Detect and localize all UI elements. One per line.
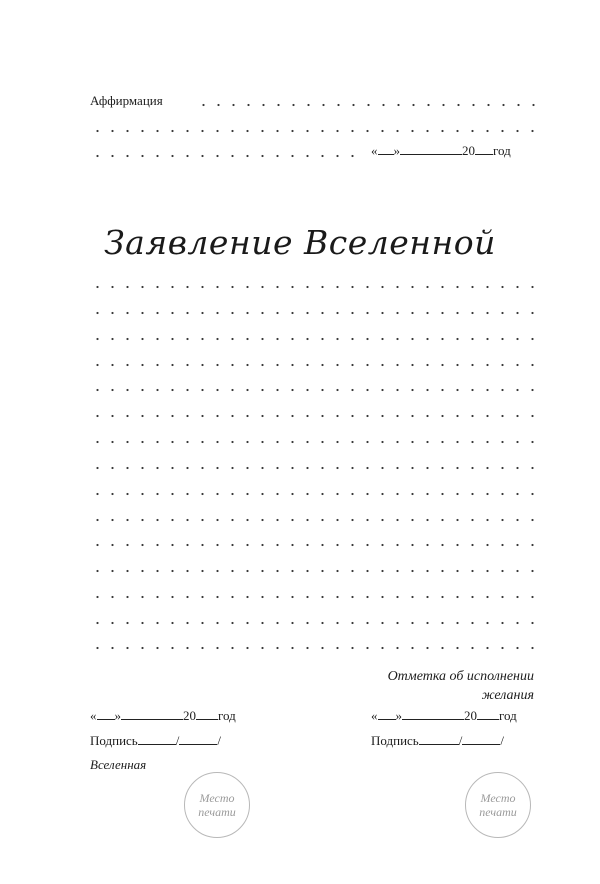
statement-line[interactable] xyxy=(90,285,540,289)
statement-line[interactable] xyxy=(90,363,540,367)
stamp-line-2: печати xyxy=(198,805,236,819)
signature-blank[interactable] xyxy=(419,733,459,745)
affirmation-dotted-line-3[interactable] xyxy=(90,154,366,158)
statement-line[interactable] xyxy=(90,337,540,341)
affirmation-date-field[interactable] xyxy=(371,143,511,159)
fulfillment-note-line-2: желания xyxy=(481,688,534,703)
date-open-quote: « xyxy=(90,708,97,723)
statement-line[interactable] xyxy=(90,311,540,315)
right-date-field[interactable] xyxy=(371,708,517,724)
date-close-quote: » xyxy=(393,143,400,158)
date-century: 20 xyxy=(464,708,477,723)
date-day-blank[interactable] xyxy=(97,708,115,720)
signature-label: Подпись xyxy=(90,733,138,748)
date-year-blank[interactable] xyxy=(477,708,499,720)
statement-line[interactable] xyxy=(90,388,540,392)
signature-slash: / xyxy=(500,733,504,748)
fulfillment-note-line-1: Отметка об исполнении xyxy=(387,669,534,684)
statement-line[interactable] xyxy=(90,466,540,470)
statement-line[interactable] xyxy=(90,646,540,650)
affirmation-dotted-line-2[interactable] xyxy=(90,129,540,133)
date-open-quote: « xyxy=(371,143,378,158)
signature-label: Подпись xyxy=(371,733,419,748)
statement-line[interactable] xyxy=(90,492,540,496)
signature-slash: / xyxy=(458,733,463,748)
statement-line[interactable] xyxy=(90,621,540,625)
date-close-quote: » xyxy=(395,708,402,723)
right-stamp-placeholder xyxy=(465,772,531,838)
fulfillment-note xyxy=(388,667,534,705)
date-year-word: год xyxy=(218,708,236,723)
affirmation-label: Аффирмация xyxy=(90,93,163,108)
signature-slash: / xyxy=(217,733,221,748)
date-month-blank[interactable] xyxy=(402,708,464,720)
date-close-quote: » xyxy=(114,708,121,723)
date-month-blank[interactable] xyxy=(400,143,462,155)
affirmation-dotted-line-1[interactable] xyxy=(196,103,540,107)
left-signature-field[interactable] xyxy=(90,733,221,749)
date-year-word: год xyxy=(499,708,517,723)
stamp-line-2: печати xyxy=(479,805,517,819)
statement-line[interactable] xyxy=(90,595,540,599)
left-date-field[interactable] xyxy=(90,708,236,724)
right-signature-field[interactable] xyxy=(371,733,504,749)
signature-slash: / xyxy=(175,733,180,748)
date-day-blank[interactable] xyxy=(378,143,394,155)
date-month-blank[interactable] xyxy=(121,708,183,720)
page-title: Заявление Вселенной xyxy=(104,223,496,262)
left-stamp-placeholder xyxy=(184,772,250,838)
stamp-line-1: Место xyxy=(480,791,516,805)
stamp-line-1: Место xyxy=(199,791,235,805)
statement-line[interactable] xyxy=(90,569,540,573)
date-open-quote: « xyxy=(371,708,378,723)
statement-line[interactable] xyxy=(90,543,540,547)
statement-line[interactable] xyxy=(90,440,540,444)
date-year-word: год xyxy=(493,143,511,158)
date-day-blank[interactable] xyxy=(378,708,396,720)
date-year-blank[interactable] xyxy=(475,143,493,155)
signature-name-blank[interactable] xyxy=(179,733,217,745)
signature-name-blank[interactable] xyxy=(462,733,500,745)
statement-line[interactable] xyxy=(90,414,540,418)
statement-line[interactable] xyxy=(90,518,540,522)
signature-blank[interactable] xyxy=(138,733,176,745)
signer-name: Вселенная xyxy=(90,757,147,772)
date-century: 20 xyxy=(462,143,475,158)
date-century: 20 xyxy=(183,708,196,723)
date-year-blank[interactable] xyxy=(196,708,218,720)
